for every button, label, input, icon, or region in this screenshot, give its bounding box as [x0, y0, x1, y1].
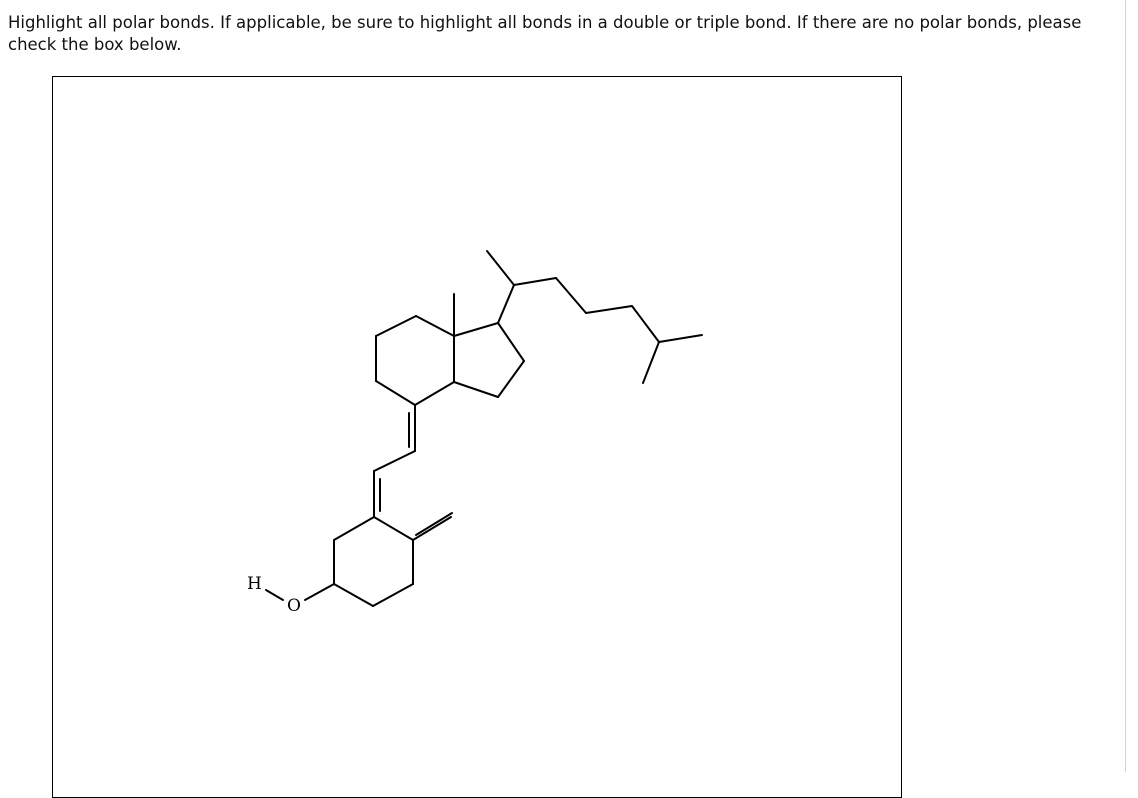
- bond-c11-c12[interactable]: [556, 278, 586, 313]
- question-text: Highlight all polar bonds. If applicable, be sure to highlight all bonds in a double or triple bond. If there are no polar bonds, please check the box below.: [8, 13, 1082, 54]
- bond-c20-c21[interactable]: [334, 584, 373, 606]
- bond-c12-c13[interactable]: [586, 306, 632, 313]
- bond-c1-c2[interactable]: [376, 316, 416, 336]
- bond-c22-c17[interactable]: [334, 517, 374, 540]
- molecule-structure[interactable]: [53, 77, 901, 797]
- bond-c3-c4[interactable]: [376, 381, 415, 405]
- bond-c15-c16[interactable]: [374, 451, 415, 471]
- molecule-drawing-canvas[interactable]: [52, 76, 902, 798]
- double-bond-c4-c15[interactable]: [409, 405, 415, 451]
- bond-c14-methyl-a[interactable]: [659, 335, 702, 342]
- bond-c10-methyl[interactable]: [487, 251, 514, 285]
- atom-label-hydrogen[interactable]: H: [247, 574, 262, 594]
- bond-c8-c9[interactable]: [498, 361, 524, 397]
- bond-c13-c14[interactable]: [632, 306, 659, 342]
- bond-o-h[interactable]: [266, 590, 283, 600]
- bond-c7-c10[interactable]: [498, 285, 514, 323]
- bond-c9-c5[interactable]: [454, 382, 498, 397]
- bond-c7-c8[interactable]: [498, 323, 524, 361]
- bond-c21-o[interactable]: [305, 584, 334, 600]
- bond-c6-c1[interactable]: [416, 316, 454, 336]
- bond-c4-c5[interactable]: [415, 382, 454, 405]
- page-scrollbar-edge: [1125, 0, 1126, 772]
- bond-c19-c20[interactable]: [373, 584, 413, 606]
- bond-c14-methyl-b[interactable]: [643, 342, 659, 383]
- bond-c17-c18[interactable]: [374, 517, 413, 540]
- bond-c10-c11[interactable]: [514, 278, 556, 285]
- bond-c6-c7[interactable]: [454, 323, 498, 336]
- double-bond-c18-methylene[interactable]: [413, 513, 452, 540]
- atom-label-oxygen[interactable]: O: [287, 596, 301, 616]
- double-bond-c16-c17[interactable]: [374, 471, 380, 517]
